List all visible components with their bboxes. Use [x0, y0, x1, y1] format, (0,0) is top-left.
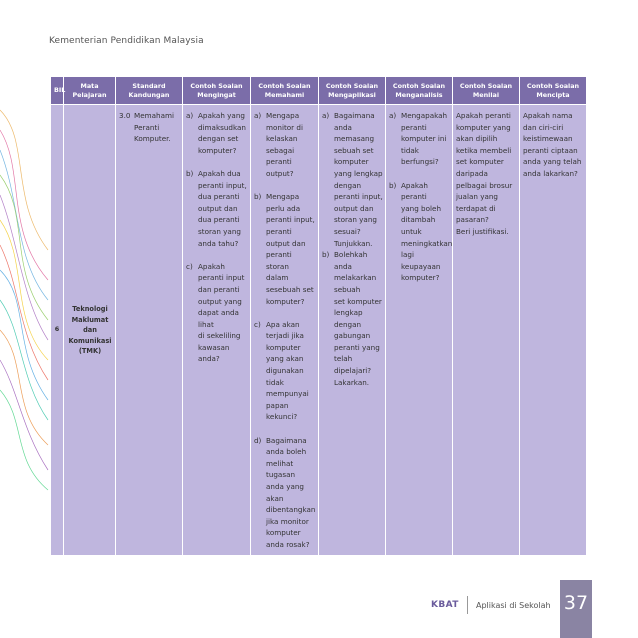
item-label: c) — [186, 261, 193, 271]
ministry-header: Kementerian Pendidikan Malaysia — [49, 36, 204, 46]
col-header-menganalisis: Contoh Soalan Menganalisis — [386, 77, 453, 105]
col-header-mengaplikasi: Contoh Soalan Mengaplikasi — [319, 77, 386, 105]
item-text: Apakah peranti input dan peranti output yang dapat anda lihat di sekeliling kawasan anda? — [198, 261, 245, 364]
list-item — [389, 180, 453, 284]
list-item — [254, 435, 316, 551]
kbat-question-table — [50, 76, 587, 556]
item-label: a) — [322, 111, 330, 120]
list-item — [389, 110, 450, 168]
item-label: a) — [389, 111, 397, 120]
cell-memahami — [251, 105, 319, 556]
cell-mengingat — [183, 105, 251, 556]
item-label: b) — [186, 168, 194, 178]
list-item — [322, 249, 383, 388]
item-text: Mengapa perlu ada peranti input, peranti output dan peranti storan dalam sesebuah set komputer? — [266, 192, 315, 306]
item-text: Apa akan terjadi jika komputer yang akan digunakan tidak mempunyai papan kekunci? — [266, 319, 309, 422]
col-header-memahami: Contoh Soalan Memahami — [251, 77, 319, 105]
list-item — [254, 110, 316, 180]
footer-section-title: Aplikasi di Sekolah — [476, 601, 551, 610]
item-text: Bagaimana anda boleh melihat tugasan anda yang akan dibentangkan jika monitor komputer anda rosak? — [266, 435, 316, 549]
item-text: Memahami Peranti Komputer. — [134, 111, 174, 144]
list-item — [254, 319, 316, 423]
item-label: a) — [254, 111, 262, 120]
item-text: Apakah dua peranti input, dua peranti output dan dua peranti storan yang anda tahu? — [198, 168, 247, 248]
item-text: Mengapakah peranti komputer ini tidak berfungsi? — [401, 111, 448, 167]
cell-menganalisis — [386, 105, 453, 556]
item-label: b) — [389, 180, 397, 190]
list-item — [119, 110, 180, 145]
item-label: c) — [254, 319, 261, 329]
cell-menilai: Apakah peranti komputer yang akan dipilih ketika membeli set komputer daripada pelbagai brosur jualan yang terdapat di pasaran? Beri justifikasi. — [453, 105, 520, 556]
list-item — [186, 261, 248, 365]
page-number: 37 — [563, 592, 589, 614]
footer-kbat-label: KBAT — [431, 600, 459, 610]
col-header-mata-pelajaran: Mata Pelajaran — [64, 77, 116, 105]
cell-mengaplikasi — [319, 105, 386, 556]
item-text: Bolehkah anda melakarkan sebuah set komputer lengkap dengan gabungan peranti yang telah dipelajari? Lakarkan. — [334, 250, 382, 387]
item-label: b) — [322, 250, 330, 260]
item-label: a) — [186, 111, 194, 120]
footer-divider — [467, 596, 468, 614]
item-text: Bagaimana anda memasang sebuah set komputer yang lengkap dengan peranti input, output dan storan yang sesuai? Tunjukkan. — [334, 111, 383, 248]
cell-mata-pelajaran: Teknologi Maklumat dan Komunikasi (TMK) — [64, 105, 116, 556]
list-item — [186, 110, 248, 156]
col-header-menilai: Contoh Soalan Menilai — [453, 77, 520, 105]
cell-mencipta: Apakah nama dan ciri-ciri keistimewaan peranti ciptaan anda yang telah anda lakarkan? — [520, 105, 587, 556]
list-item — [186, 168, 248, 249]
item-text: Apakah yang dimaksudkan dengan set komputer? — [198, 111, 246, 155]
col-header-standard-kandungan: Standard Kandungan — [116, 77, 183, 105]
item-label: b) — [254, 192, 262, 202]
item-text: Apakah peranti yang boleh ditambah untuk meningkatkan lagi keupayaan komputer? — [401, 180, 453, 283]
cell-bil: 6 — [51, 105, 64, 556]
item-label: 3.0 — [119, 111, 131, 120]
table-row — [51, 105, 587, 556]
item-text: Mengapa monitor di kelaskan sebagai peranti output? — [266, 111, 303, 178]
col-header-mencipta: Contoh Soalan Mencipta — [520, 77, 587, 105]
list-item — [322, 110, 383, 249]
item-label: d) — [254, 435, 262, 445]
col-header-bil: BIL — [51, 77, 64, 105]
col-header-mengingat: Contoh Soalan Mengingat — [183, 77, 251, 105]
list-item — [254, 191, 316, 307]
cell-standard-kandungan — [116, 105, 183, 556]
